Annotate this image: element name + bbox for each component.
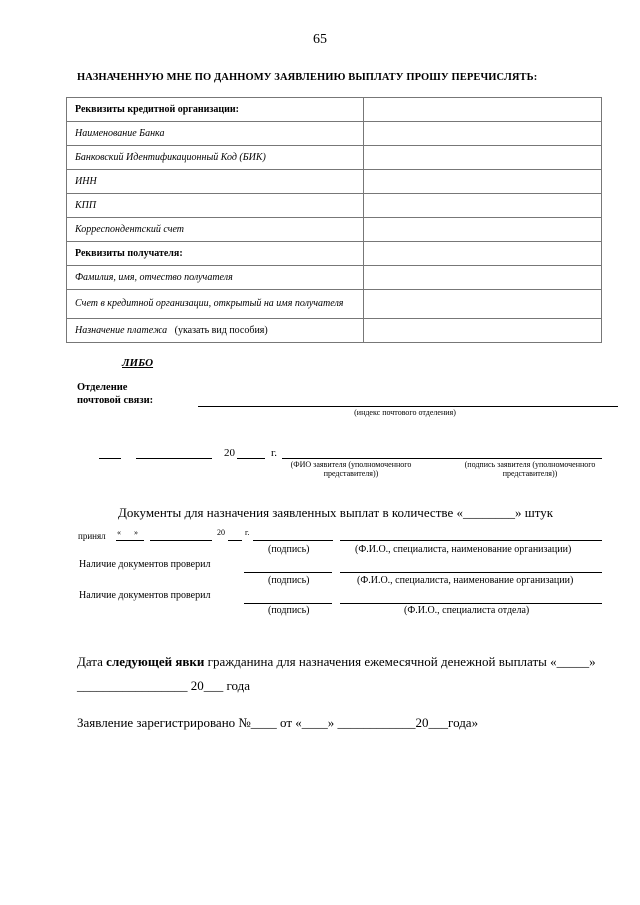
- table-row: [67, 319, 602, 343]
- table-row: [67, 218, 602, 242]
- table-row: [67, 242, 602, 266]
- or-label: ЛИБО: [122, 357, 154, 369]
- inn-value[interactable]: [364, 170, 602, 194]
- year-line[interactable]: [237, 458, 265, 459]
- year-suffix: г.: [271, 447, 278, 459]
- recipient-name-value[interactable]: [364, 266, 602, 290]
- table-row: [67, 98, 602, 122]
- corr-account-value[interactable]: [364, 218, 602, 242]
- month-line[interactable]: [136, 458, 212, 459]
- sign-caption: (подпись заявителя (уполномоченного представителя)): [464, 460, 596, 478]
- table-row: [67, 194, 602, 218]
- year-prefix: 20: [224, 447, 235, 459]
- checked-fio-caption-1: (Ф.И.О., специалиста, наименование организации): [357, 575, 574, 586]
- documents-text-before: Документы для назначения заявленных выплат в количестве «: [118, 505, 463, 520]
- post-index-caption: (индекс почтового отделения): [354, 408, 456, 417]
- accepted-open-quote: «: [117, 528, 121, 537]
- checked-label-1: Наличие документов проверил: [79, 559, 211, 570]
- table-row: [67, 266, 602, 290]
- accepted-year-suffix: г.: [245, 528, 250, 537]
- checked-fio-line-2[interactable]: [340, 603, 602, 604]
- purpose-note: (указать вид пособия): [174, 325, 268, 336]
- next-visit-line2: _________________ 20___ года: [77, 678, 251, 693]
- next-visit-suffix: гражданина для назначения ежемесячной денежной выплаты «_____»: [204, 654, 596, 669]
- purpose-label: [67, 319, 364, 343]
- accepted-month-line[interactable]: [150, 540, 212, 541]
- accepted-label: принял: [78, 531, 106, 541]
- bank-name-value[interactable]: [364, 122, 602, 146]
- checked-fio-dept-caption: (Ф.И.О., специалиста отдела): [404, 605, 530, 616]
- accepted-year-line[interactable]: [228, 540, 242, 541]
- account-value[interactable]: [364, 290, 602, 319]
- accepted-fio-caption: (Ф.И.О., специалиста, наименование организации): [355, 544, 572, 555]
- accepted-day-line[interactable]: [116, 540, 144, 541]
- recipient-header: Реквизиты получателя:: [67, 242, 364, 266]
- table-row: [67, 146, 602, 170]
- org-header: Реквизиты кредитной организации:: [67, 98, 364, 122]
- accepted-close-quote: »: [134, 528, 138, 537]
- bik-label: Банковский Идентификационный Код (БИК): [67, 146, 364, 170]
- checked-label-2: Наличие документов проверил: [79, 590, 211, 601]
- checked-sign-caption-2: (подпись): [268, 605, 310, 616]
- post-index-line[interactable]: [198, 406, 618, 407]
- checked-fio-line-1[interactable]: [340, 572, 602, 573]
- account-label: Счет в кредитной организации, открытый на имя получателя: [67, 290, 364, 319]
- table-row: [67, 170, 602, 194]
- org-header-value[interactable]: [364, 98, 602, 122]
- registered-text: Заявление зарегистрировано №____ от «____» ____________20___года»: [77, 715, 479, 730]
- purpose-value[interactable]: [364, 319, 602, 343]
- corr-account-label: Корреспондентский счет: [67, 218, 364, 242]
- checked-sign-line-2[interactable]: [244, 603, 332, 604]
- purpose-italic: Назначение платежа: [75, 325, 168, 336]
- recipient-name-label: Фамилия, имя, отчество получателя: [67, 266, 364, 290]
- post-label-line2: почтовой связи:: [77, 395, 154, 406]
- section-heading: НАЗНАЧЕННУЮ МНЕ ПО ДАННОМУ ЗАЯВЛЕНИЮ ВЫПЛАТУ ПРОШУ ПЕРЕЧИСЛЯТЬ:: [77, 72, 538, 83]
- inn-label: ИНН: [67, 170, 364, 194]
- table-row: [67, 290, 602, 319]
- accepted-sign-caption: (подпись): [268, 544, 310, 555]
- bank-requisites-table: [66, 97, 602, 343]
- next-visit-prefix: Дата: [77, 654, 107, 669]
- day-line[interactable]: [99, 458, 121, 459]
- documents-count-blank[interactable]: ________: [462, 505, 515, 520]
- bank-name-label: Наименование Банка: [67, 122, 364, 146]
- recipient-header-value[interactable]: [364, 242, 602, 266]
- fio-sign-line[interactable]: [282, 458, 602, 459]
- next-visit-bold: следующей явки: [106, 654, 205, 669]
- kpp-label: КПП: [67, 194, 364, 218]
- checked-sign-caption-1: (подпись): [268, 575, 310, 586]
- bik-value[interactable]: [364, 146, 602, 170]
- accepted-sign-line[interactable]: [253, 540, 333, 541]
- accepted-year-prefix: 20: [217, 528, 225, 537]
- documents-count-text: [118, 505, 553, 521]
- fio-caption: (ФИО заявителя (уполномоченного представителя)): [290, 460, 412, 478]
- post-label-line1: Отделение: [77, 382, 128, 393]
- next-visit-text: [77, 654, 596, 670]
- table-row: [67, 122, 602, 146]
- kpp-value[interactable]: [364, 194, 602, 218]
- checked-sign-line-1[interactable]: [244, 572, 332, 573]
- accepted-fio-line[interactable]: [340, 540, 602, 541]
- documents-text-after: » штук: [514, 505, 554, 520]
- page-number: 65: [313, 32, 327, 47]
